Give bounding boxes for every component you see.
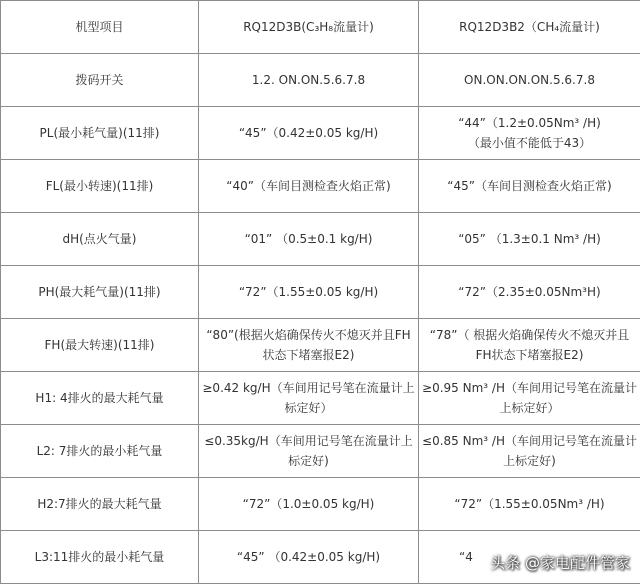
c3h8-value: “45”（0.42±0.05 kg/H)	[199, 107, 419, 160]
row-label: PL(最小耗气量)(11排)	[1, 107, 199, 160]
ch4-value: “4	[419, 531, 640, 584]
table-row	[1, 213, 640, 266]
ch4-value: ≥0.95 Nm³ /H（车间用记号笔在流量计上标定好）	[419, 372, 640, 425]
row-label: FH(最大转速)(11排)	[1, 319, 199, 372]
row-label: 拨码开关	[1, 54, 199, 107]
row-label: H1: 4排火的最大耗气量	[1, 372, 199, 425]
row-label: L3:11排火的最小耗气量	[1, 531, 199, 584]
c3h8-value: ≥0.42 kg/H（车间用记号笔在流量计上标定好）	[199, 372, 419, 425]
row-label: H2:7排火的最大耗气量	[1, 478, 199, 531]
c3h8-value: “80”(根据火焰确保传火不熄灭并且FH状态下堵塞报E2)	[199, 319, 419, 372]
row-label: FL(最小转速)(11排)	[1, 160, 199, 213]
row-label: dH(点火气量)	[1, 213, 199, 266]
table-row	[1, 478, 640, 531]
c3h8-value: “72”（1.0±0.05 kg/H)	[199, 478, 419, 531]
c3h8-value: “40”（车间目测检查火焰正常)	[199, 160, 419, 213]
table-row	[1, 319, 640, 372]
table-row	[1, 160, 640, 213]
table-row	[1, 372, 640, 425]
header-cell-c3h8-model: RQ12D3B(C₃H₈流量计)	[199, 1, 419, 54]
c3h8-value: ≤0.35kg/H（车间用记号笔在流量计上标定好)	[199, 425, 419, 478]
row-label: PH(最大耗气量)(11排)	[1, 266, 199, 319]
table-row	[1, 107, 640, 160]
header-cell-ch4-model: RQ12D3B2（CH₄流量计)	[419, 1, 640, 54]
header-cell-item: 机型项目	[1, 1, 199, 54]
table-row	[1, 266, 640, 319]
ch4-value: “78”（ 根据火焰确保传火不熄灭并且FH状态下堵塞报E2)	[419, 319, 640, 372]
c3h8-value: “45” （0.42±0.05 kg/H)	[199, 531, 419, 584]
c3h8-value: “01” （0.5±0.1 kg/H)	[199, 213, 419, 266]
table-row	[1, 54, 640, 107]
ch4-value: ≤0.85 Nm³ /H（车间用记号笔在流量计上标定好)	[419, 425, 640, 478]
ch4-value: ON.ON.ON.ON.5.6.7.8	[419, 54, 640, 107]
row-label: L2: 7排火的最小耗气量	[1, 425, 199, 478]
c3h8-value: 1.2. ON.ON.5.6.7.8	[199, 54, 419, 107]
table-row	[1, 425, 640, 478]
ch4-value: “45”（车间目测检查火焰正常)	[419, 160, 640, 213]
ch4-value: “72”（1.55±0.05Nm³ /H)	[419, 478, 640, 531]
ch4-value: “05” （1.3±0.1 Nm³ /H)	[419, 213, 640, 266]
c3h8-value: “72”（1.55±0.05 kg/H)	[199, 266, 419, 319]
ch4-value: “44”（1.2±0.05Nm³ /H) （最小值不能低于43）	[419, 107, 640, 160]
ch4-value: “72”（2.35±0.05Nm³H)	[419, 266, 640, 319]
watermark-text: 头条 @家电配件管家	[490, 552, 630, 573]
table-header-row	[1, 1, 640, 54]
